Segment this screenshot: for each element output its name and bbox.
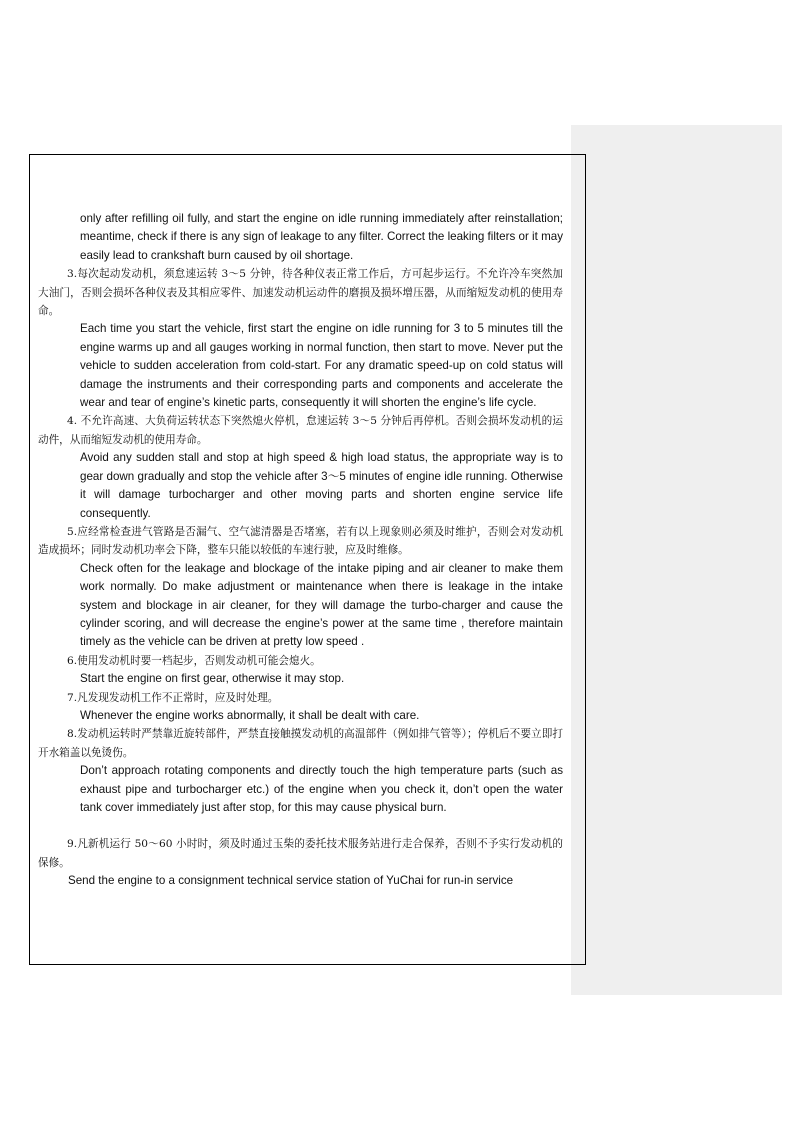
paragraph-cn: 4. 不允许高速、大负荷运转状态下突然熄火停机，怠速运转 3～5 分钟后再停机。否则会损坏发动机的运动件，从而缩短发动机的使用寿命。 xyxy=(38,415,563,446)
paragraph-en: Avoid any sudden stall and stop at high speed & high load status, the appropriate way is to gear down gradually and stop the vehicle after 3～5 minutes of engine idle running. Otherwise it will damage turbocharger and other moving parts and shorten engine service life consequently. xyxy=(80,451,563,520)
paragraph-en: only after refilling oil fully, and start the engine on idle running immediately after reinstallation; meantime, check if there is any sign of leakage to any filter. Correct the leaking filters or it may easily lead to crankshaft burn caused by oil shortage. xyxy=(80,212,563,262)
paragraph-cn: 6.使用发动机时要一档起步，否则发动机可能会熄火。 xyxy=(67,654,321,667)
paragraph-en: Each time you start the vehicle, first start the engine on idle running for 3 to 5 minutes till the engine warms up and all gauges working in normal function, then start to move. Never put the vehicle to sudden acceleration from cold-start. For any dramatic speed-up on cold status will damage the instruments and their corresponding parts and components and accelerate the wear and tear of engine’s kinetic parts, consequently it will shorten the engine’s life cycle. xyxy=(80,322,563,410)
paragraph-cn: 8.发动机运转时严禁靠近旋转部件，严禁直接触摸发动机的高温部件（例如排气管等）；停机后不要立即打开水箱盖以免烫伤。 xyxy=(38,728,563,759)
paragraph-en: Check often for the leakage and blockage of the intake piping and air cleaner to make them work normally. Do make adjustment or maintenance when there is leakage in the intake system and blockage in air cleaner, for they will damage the turbo-charger and cause the cylinder scoring, and will decrease the engine’s power at the same time , therefore maintain timely as the vehicle can be driven at pretty low speed . xyxy=(80,561,563,649)
paragraph-cn: 7.凡发现发动机工作不正常时，应及时处理。 xyxy=(67,691,279,704)
paragraph-en: Send the engine to a consignment technical service station of YuChai for run-in service xyxy=(68,874,514,888)
paragraph-cn: 9.凡新机运行 50～60 小时时，须及时通过玉柴的委托技术服务站进行走合保养，否则不予实行发动机的保修。 xyxy=(38,838,563,869)
paragraph-en: Whenever the engine works abnormally, it shall be dealt with care. xyxy=(80,708,420,722)
paragraph-cn: 3.每次起动发动机，须怠速运转 3～5 分钟，待各种仪表正常工作后，方可起步运行。不允许冷车突然加大油门，否则会损坏各种仪表及其相应零件、加速发动机运动件的磨损及损坏增压器，从而缩短发动机的使用寿命。 xyxy=(38,268,563,318)
paragraph-cn: 5.应经常检查进气管路是否漏气、空气滤清器是否堵塞，若有以上现象则必须及时维护，否则会对发动机造成损坏；同时发动机功率会下降，整车只能以较低的车速行驶，应及时维修。 xyxy=(38,525,563,557)
comment-pane xyxy=(571,125,782,995)
document-body xyxy=(38,210,563,891)
paragraph-spacer xyxy=(38,817,563,835)
paragraph-en: Don’t approach rotating components and directly touch the high temperature parts (such as exhaust pipe and turbocharger etc.) of the engine when you check it, don’t open the water tank cover immediately just after stop, for this may cause physical burn. xyxy=(80,764,563,814)
paragraph-en: Start the engine on first gear, otherwise it may stop. xyxy=(80,672,345,686)
